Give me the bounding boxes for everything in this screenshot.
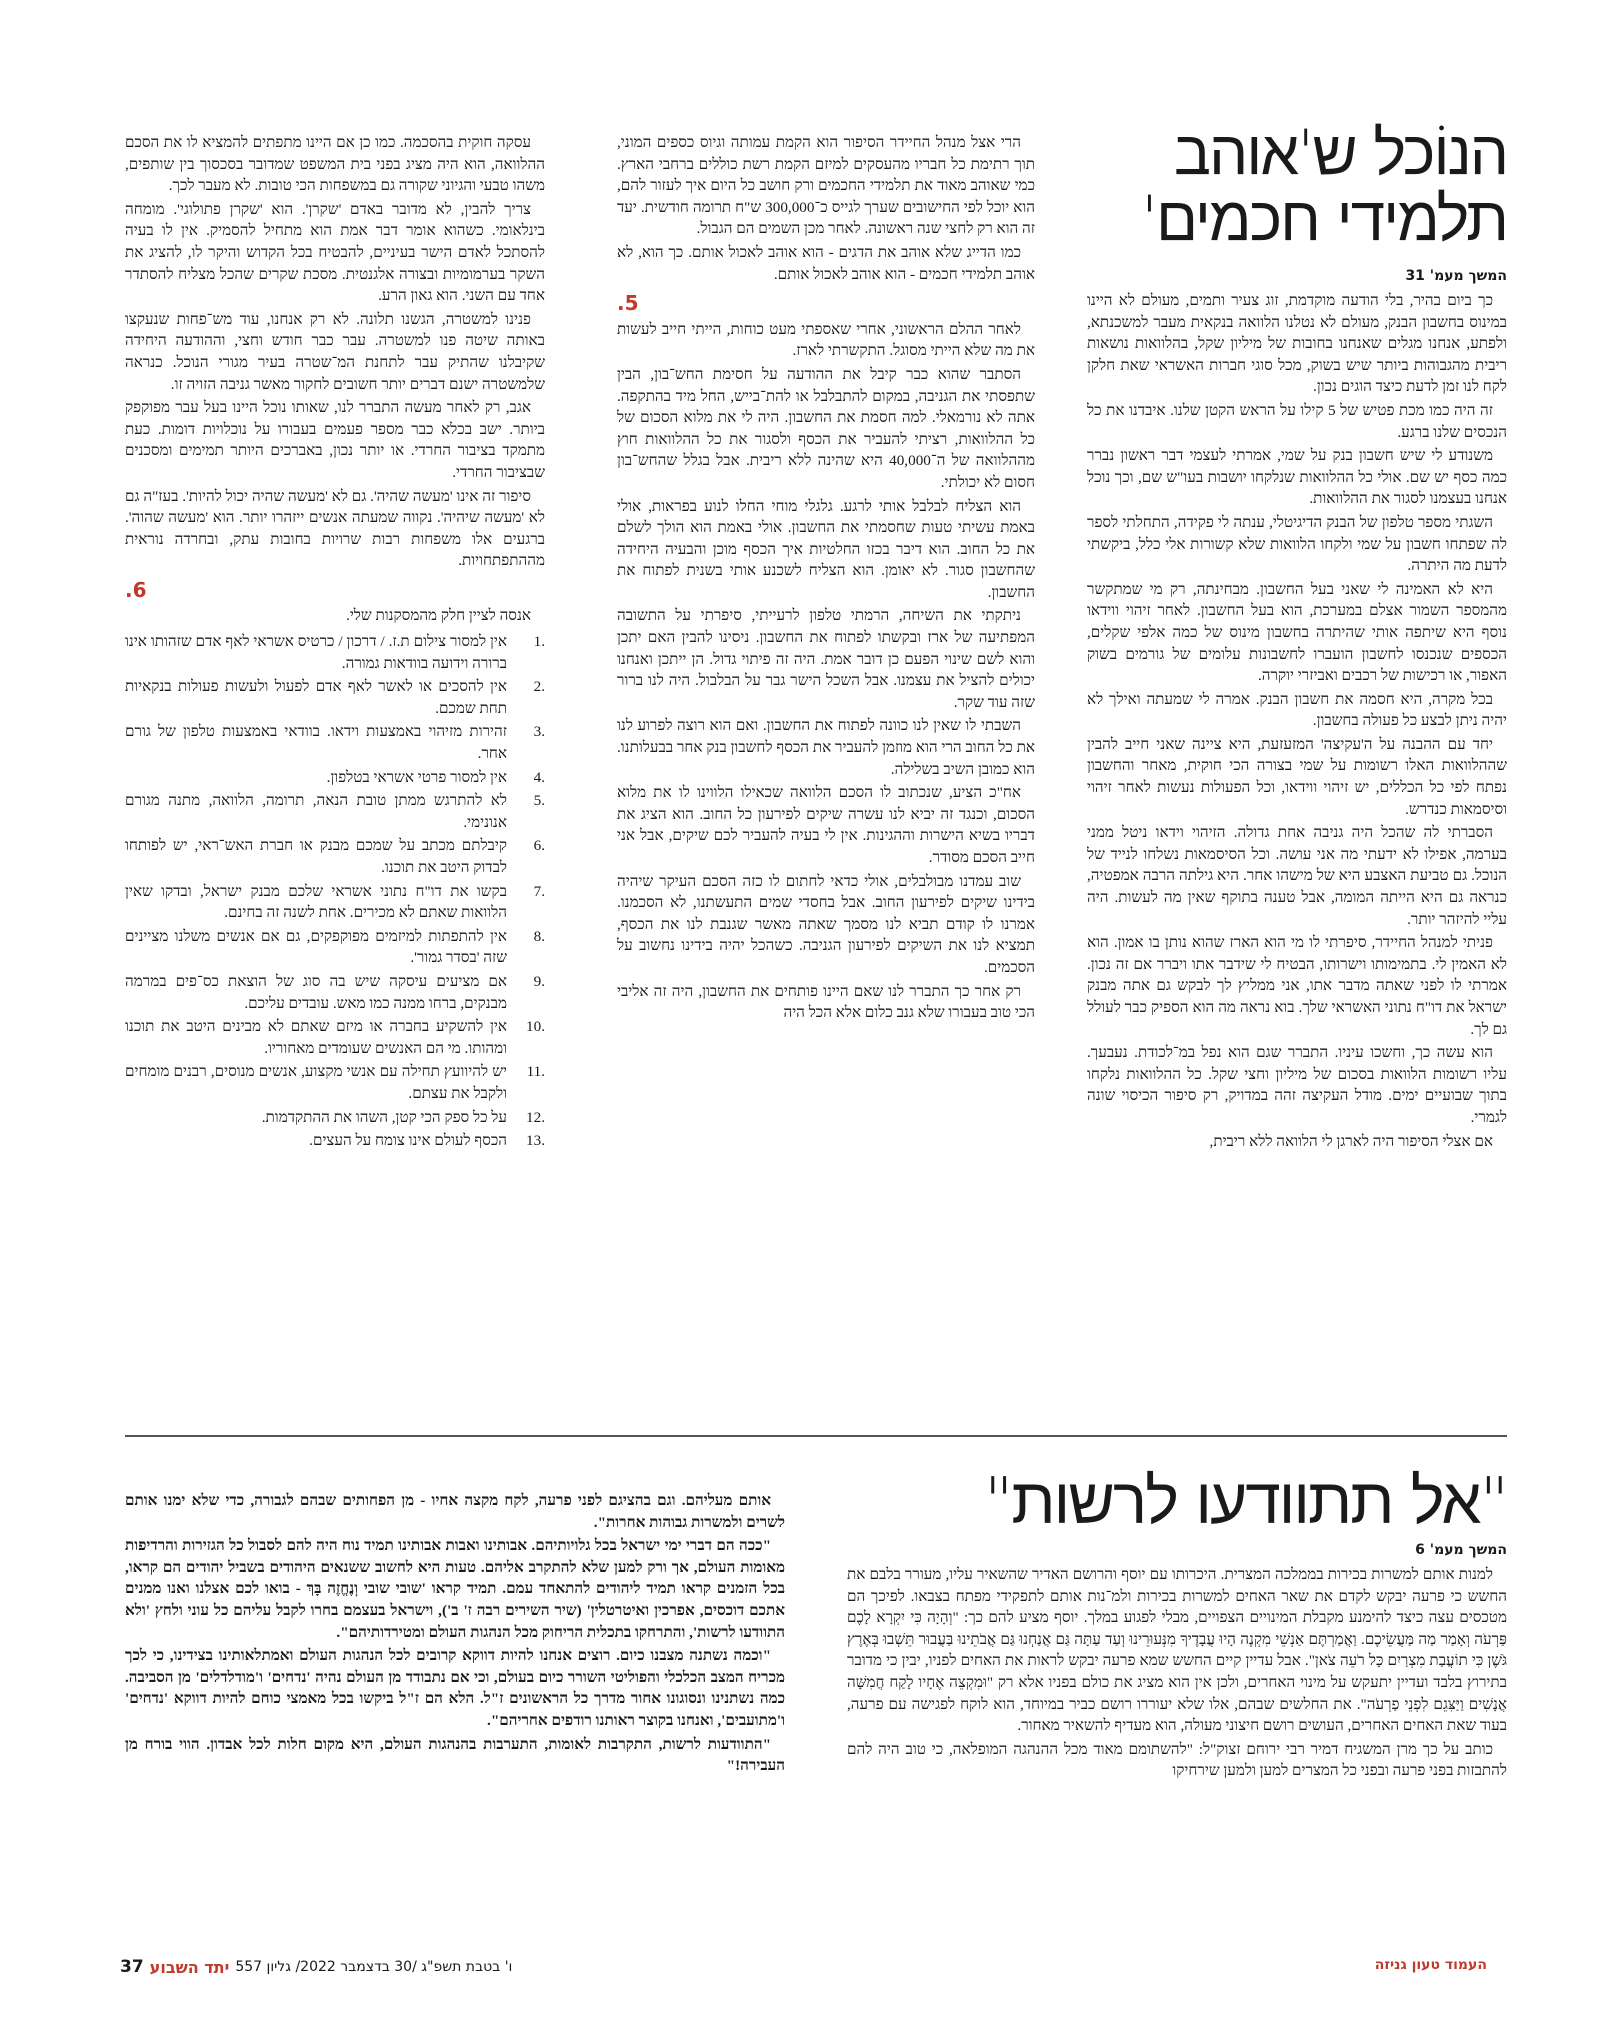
- paragraph: צריך להבין, לא מדובר באדם 'שקרן'. הוא 'שקרן פתולוגי'. מומחה בינלאומי. כשהוא אומר דבר אמת הוא מתחיל להסמיק. אין לו בעיה להסתכל לאדם הישר בעיניים, להבטיח בכל הקדוש והיקר לו, להציג את השקר בערמומיות ובצורה אלגנטית. מסכת שקרים שהכל מצליח להסתדר אחד עם השני. הוא גאון הרע.: [125, 200, 545, 305]
- list-item: [125, 1107, 545, 1129]
- paragraph: כך ביום בהיר, בלי הודעה מוקדמת, זוג צעיר ותמים, מעולם לא היינו במינוס בחשבון הבנק, מעולם לא נטלנו הלוואה בנקאית מעבר למשכנתא, ולפתע, אנחנו מגלים שאנחנו בחובות של מיליון שקל, בהלוואות נושאות ריבית מהגבוהות ביותר שיש בשוק, מכל סוגי חברות האשראי שאת חלקן לקח לנו זמן לדעת כיצד הוגים נכון.: [1087, 292, 1507, 396]
- page-number: 37: [120, 1957, 144, 1977]
- list-item: [125, 971, 545, 1014]
- list-item-number: .9: [533, 972, 545, 990]
- article2-column-left: [125, 1490, 785, 1930]
- list-item: [125, 881, 545, 924]
- article1-column-right: [1087, 290, 1507, 1398]
- article1-column-left: [125, 132, 545, 1398]
- article1-title-line2: תלמידי חכמים': [1141, 182, 1507, 255]
- footer-note: העמוד טעון גניזה: [1374, 1957, 1487, 1973]
- section-number: 6.: [125, 577, 147, 602]
- list-item-number: .4: [533, 768, 545, 786]
- list-item: [125, 1016, 545, 1059]
- paragraph: לאחר ההלם הראשוני, אחרי שאספתי מעט כוחות, הייתי חייב לעשות את מה שלא הייתי מסוגל. התקשרתי לארז.: [617, 320, 1035, 360]
- paragraph: כותב על כך מרן המשגיח דמיר רבי ירוחם זצוק"ל: "להשתומם מאוד מכל ההנהגה המופלאה, כי טוב היה להם להתבזות בפני פרעה ובפני כל המצרים למען ולמען שירחיקו: [847, 1740, 1507, 1780]
- list-item-text: הכסף לעולם אינו צומח על העצים.: [309, 1132, 507, 1150]
- list-item-text: אם מציעים עיסקה שיש בה סוג של הוצאת כס־פים במרמה מבנקים, ברחו ממנה כמו מאש. עובדים עליכם.: [125, 972, 507, 1012]
- paragraph: עסקה חוקית בהסכמה. כמו כן אם היינו מתפתים להמציא לו את הסכם ההלוואה, הוא היה מציג בפני בית המשפט שמדובר בסכסוך בין שותפים, משהו טבעי והגיוני שקורה גם במשפחות הכי טובות. לא מעבר לכך.: [125, 134, 545, 195]
- paragraph: פניתי למנהל החיידר, סיפרתי לו מי הוא הארז שהוא נותן בו אמון. הוא לא האמין לי. בתמימותו וישרותו, הבטיח לי שידבר אתו ויברר אם זה נכון. אמרתי לו לפני שאתה מדבר אתו, אני ממליץ לך לבקש גם אתה מבנק ישראל את דו"ח נתוני האשראי שלך. בוא נראה מה הוא הספיק כבר לעולל גם לך.: [1087, 934, 1507, 1038]
- list-item-number: .13: [526, 1132, 545, 1150]
- list-item-text: זהירות מזיהוי באמצעות וידאו. בוודאי באמצעות טלפון של גורם אחר.: [125, 723, 507, 763]
- paragraph: הסתבר שהוא כבר קיבל את ההודעה על חסימת החש־בון, הבין שתפסתי את הגניבה, במקום להתבלבל או להת־בייש, החל מיד בהתקפה. אתה לא נורמאלי. למה חסמת את החשבון. היה לי את מלוא הסכום של כל ההלוואות, רציתי להעביר את הכסף ולסגור את כל ההלוואות חוץ מההלוואה של ה־40,000 היא שהינה ללא ריבית. אבל בגלל שהחש־בון חסום לא יכולתי.: [617, 365, 1035, 491]
- paragraph: אותם מעליהם. וגם בהציגם לפני פרעה, לקח מקצה אחיו - מן הפחותים שבהם לגבורה, כדי שלא ימנו אותם לשרים ולמשרות גבוהות אחרות".: [125, 1492, 785, 1531]
- brand-logo: יתד השבוע: [149, 1957, 230, 1977]
- list-item-number: .2: [533, 678, 545, 696]
- list-item-number: .8: [533, 927, 545, 945]
- article1-byline: המשך מעמ' 31: [1405, 268, 1507, 284]
- list-item-number: .10: [526, 1018, 545, 1036]
- list-item: [125, 721, 545, 764]
- article1-title: [1087, 116, 1507, 255]
- article1-column-middle: [617, 132, 1035, 1398]
- paragraph: הוא הצליח לבלבל אותי לרגע. גלגלי מוחי החלו לנוע בפראות, אולי באמת עשיתי טעות שחסמתי את החשבון. אולי באמת הוא הולך לשלם את כל החוב. הוא דיבר בכזו החלטיות איך הכסף מוכן והבעיה היחידה שהחשבון סגור. לא יאומן. הוא הצליח לשכנע אותי בשנית לפתוח את החשבון.: [617, 497, 1035, 601]
- list-item-text: יש להיוועץ תחילה עם אנשי מקצוע, אנשים מנוסים, רבנים מומחים ולקבל את עצתם.: [125, 1063, 507, 1102]
- paragraph: אם אצלי הסיפור היה לארגן לי הלוואה ללא ריבית,: [1209, 1132, 1493, 1150]
- paragraph: משנודע לי שיש חשבון בנק על שמי, אמרתי לעצמי דבר ראשון נברר כמה כסף יש שם. אולי כל ההלוואות שנלקחו יושבות בעו"ש שם, וכך נוכל אנחנו בעצמנו לסגור את ההלוואות.: [1087, 447, 1507, 508]
- paragraph: שוב עמדנו מבולבלים, אולי כדאי לחתום לו כזה הסכם העיקר שיהיה בידינו שיקים לפירעון החוב. אבל בחסדי שמים התעשתנו, לא הסכמנו. אמרנו לו קודם תביא לנו מסמך שאתה מאשר שגנבת לנו את הכסף, תמציא לנו את השיקים לפירעון הגניבה. כשהכל יהיה בידינו נחשוב על הסכמים.: [617, 872, 1035, 976]
- article2-title: "אל תתוודעו לרשות": [983, 1465, 1507, 1539]
- paragraph: "וכמה נשתנה מצבנו כיום. רוצים אנחנו להיות דווקא קרובים לכל הנהגות העולם ואמתלאותינו בצידינו, כי לכך מכריח המצב הכלכלי והפוליטי השורר כיום בעולם, וכי אם נתבודד מן העולם נהיה 'נדחים' ו'מודלדלים' מן הסביבה. כמה נשתנינו ונסוגונו אחור מדרך כל הראשונים ז"ל. הלא הם ז"ל ביקשו בכל מאמצי כוחם להיות דווקא 'נדחים' ו'מתועבים', ואנחנו בקוצר ראותנו רודפים אחריהם".: [125, 1647, 785, 1729]
- paragraph: יחד עם ההבנה על ה'עקיצה' המזעזעת, היא ציינה שאני חייב להבין שההלוואות האלו רשומות על שמי בצורה הכי חוקית, מאחר והחשבון נפתח לפי כל הכללים, יש זיהוי ווידאו, וכל הפעולות נעשות לאחר זיהוי וסיסמאות כנדרש.: [1087, 735, 1507, 818]
- paragraph: רק אחר כך התברר לנו שאם היינו פותחים את החשבון, היה זה אליבי הכי טוב בעבורו שלא גנב כלום אלא הכל היה: [617, 982, 1035, 1022]
- list-item: [125, 631, 545, 674]
- article2-byline: המשך מעמ' 6: [1415, 1542, 1507, 1558]
- paragraph: אח"כ הציע, שנכתוב לו הסכם הלוואה שכאילו הלווינו לו את מלוא הסכום, וכנגד זה יביא לנו עשרה שיקים לפירעון כל החוב. הוא הציג את דבריו בשיא הישרות וההגינות. אין לי בעיה להעביר לכם שיקים, אבל אני חייב הסכם מסודר.: [617, 784, 1035, 866]
- paragraph: הרי אצל מנהל החיידר הסיפור הוא הקמת עמותה וגיוס כספים המוני, תוך רתימת כל חבריו מהעסקים למיזם הקמת רשת כוללים ברחבי הארץ. כמי שאוהב מאוד את תלמידי החכמים ורק חושב כל היום איך לעזור להם, הוא יוכל לפי החישובים שערך לגייס כ־300,000 ש"ח תרומה חודשית. יעד זה הוא רק לחצי שנה ראשונה. לאחר מכן השמים הם הגבול.: [617, 134, 1035, 238]
- list-item-text: אין למסור צילום ת.ז. / דרכון / כרטיס אשראי לאף אדם שזהותו אינו ברורה וידועה בוודאות גמורה.: [125, 633, 507, 672]
- list-item-number: .5: [533, 792, 545, 810]
- paragraph: אגב, רק לאחר מעשה התברר לנו, שאותו נוכל היינו בעל עבר מפוקפק ביותר. ישב בכלא כבר מספר פעמים בעבורו על נוכלויות דומות. כעת מתמקד בציבור החרדי. או יותר נכון, באברכים היותר תמימים ומסכנים שבציבור החרדי.: [125, 399, 545, 481]
- paragraph: ניתקתי את השיחה, הרמתי טלפון לרעייתי, סיפרתי על התשובה המפתיעה של ארז ובקשתו לפתוח את החשבון. ניסינו להבין האם יתכן והוא לשם שינוי הפעם כן דובר אמת. היה זה פיתוי גדול. הן ייתכן ואנחנו יכולים להציל את עצמנו. אבל השכל הישר גבר על הבלבול. היה לנו ברור שזה עוד שקר.: [617, 607, 1035, 711]
- list-item-number: .3: [533, 723, 545, 741]
- article2-column-right: [847, 1564, 1507, 1930]
- paragraph: "ככה הם דברי ימי ישראל בכל גלויותיהם. אבותינו ואבות אבותינו תמיד נוח היה להם לסבול כל הגזירות והרדיפות מאומות העולם, אך ורק למען שלא להתקרב אליהם. טעות היא לחשוב ששנאים היהודים בשביל יהודים הם קראו, בכל הזמנים קראו תמיד ליהודים להתאחד עמם. תמיד קראו 'שובי שובי וְנֶחֱזֶה בָּךְ - בואו לכם אצלנו ואנו ממנים אתכם דוכסים, אפרכין ואיטרטלין' (שיר השירים רבה ז' ב'), וישראל בעצמם בחרו לקבל עליהם כל עוני ולחץ 'ולא התוודעו לרשות', והתרחקו בתכלית הריחוק מכל הנהגות העולם ומטירדותיהם".: [125, 1537, 785, 1641]
- list-item-number: .7: [533, 882, 545, 900]
- list-item: [125, 1061, 545, 1104]
- list-item-text: אין למסור פרטי אשראי בטלפון.: [326, 768, 507, 786]
- paragraph: הוא עשה כך, וחשכו עיניו. התברר שגם הוא נפל במ־לכודת. נעבעך. עליו רשומות הלוואות בסכום של מיליון וחצי שקל. כל ההלוואות נלקחו בתוך שבועיים ימים. מודל העקיצה זהה במדויק, רק סיפור הכיסוי שונה לגמרי.: [1087, 1044, 1507, 1126]
- list-item-text: קיבלתם מכתב על שמכם מבנק או חברת האש־ראי, יש לפותחו לבדוק היטב את תוכנו.: [125, 837, 507, 876]
- paragraph: כמו הדייג שלא אוהב את הדגים - הוא אוהב לאכול אותם. כך הוא, לא אוהב תלמידי חכמים - הוא אוהב לאכול אותם.: [617, 243, 1035, 283]
- list-item-text: לא להתרגש ממתן טובת הנאה, תרומה, הלוואה, מתנה מגורם אנונימי.: [125, 792, 507, 831]
- paragraph: למנות אותם למשרות בכירות בממלכה המצרית. היכרותו עם יוסף והרושם האדיר שהשאיר עליו, מעורר בלבם את החשש כי פרעה יבקש לקדם את שאר האחים למשרות בכירות ולמ־נות אותם לתפקידי מפתח בצבאו. לפיכך הם מטכסים עצה כיצד להימנע מקבלת המינויים הצפויים, מבלי לפגוע במלך. יוסף מציע להם כך: "וְהָיָה כִּי יִקְרָא לָכֶם פַּרְעֹה וְאָמַר מַה מַּעֲשֵׂיכֶם. וַאֲמַרְתֶּם אַנְשֵׁי מִקְנֶה הָיוּ עֲבָדֶיךָ מִנְּעוּרֵינוּ וְעַד עַתָּה גַּם אֲנַחְנוּ גַּם אֲבֹתֵינוּ בַּעֲבוּר תֵּשְׁבוּ בְּאֶרֶץ גֹּשֶׁן כִּי תוֹעֲבַת מִצְרַיִם כָּל רֹעֵה צֹאן". אבל עדיין קיים החשש שמא פרעה יבקש לראות את האחים לפניו, יבין כי מדובר בתירוץ בלבד ועדיין יתעקש על מינוי האחרים, ולכן אין הוא מציג את כולם בפניו אלא רק "וּמִקְצֵה אֶחָיו לָקַח חֲמִשָּׁה אֲנָשִׁים וַיַּצִּגֵם לִפְנֵי פַרְעֹה". את החלשים שבהם, אלו שלא יעוררו רושם כביר במיוחד, הוא לוקח לפגישה עם פרעה, בעוד שאת האחים האחרים, העושים רושם חיצוני מעולה, הוא מעדיף להשאיר מאחור.: [847, 1566, 1507, 1735]
- list-item: [125, 926, 545, 969]
- paragraph: היא לא האמינה לי שאני בעל החשבון. מבחינתה, רק מי שמתקשר מהמספר השמור אצלם במערכת, הוא בעל החשבון. לאחר זיהוי ווידאו נוסף היא שיתפה אותי שהיתרה בחשבון מינוס של כמה אלפי שקלים, הכספים שנכנסו לחשבון הועברו לחשבונות עלומים של גורמים בשוק האפור, או רכישות של רכבים ואביזרי יוקרה.: [1087, 580, 1507, 685]
- list-item-number: .1: [533, 633, 545, 651]
- list-item: [125, 790, 545, 833]
- paragraph: פנינו למשטרה, הגשנו תלונה. לא רק אנחנו, עוד מש־פחות שנעקצו באותה שיטה פנו למשטרה. עבר כבר חודש וחצי, וההודעה היחידה שקיבלנו שהתיק עבר לתחנת המ־שטרה בעיר מגורי הנוכל. כנראה שלמשטרה ישנם דברים יותר חשובים לחקור מאשר גניבה הזויה זו.: [125, 310, 545, 393]
- list-item-number: .12: [526, 1108, 545, 1126]
- list-item: [125, 1130, 545, 1152]
- section-divider: [125, 1435, 1507, 1437]
- list-item-text: על כל ספק הכי קטן, השהו את ההתקדמות.: [261, 1108, 507, 1126]
- list-item: [125, 676, 545, 719]
- list-item: [125, 835, 545, 878]
- paragraph: הסברתי לה שהכל היה גניבה אחת גדולה. הזיהוי וידאו ניטל ממני בערמה, אפילו לא ידעתי מה אני עושה. וכל הסיסמאות נשלחו לנייד של הנוכל. גם טביעת האצבע היא של מישהו אחר. היא גילתה הרבה אמפטיה, כנראה גם היא הייתה המומה, אבל טענה בתוקף שאין מה לעשות. היה עליי להיזהר יותר.: [1087, 824, 1507, 928]
- list-item-text: אין להסכים או לאשר לאף אדם לפעול ולעשות פעולות בנקאיות תחת שמכם.: [125, 678, 507, 717]
- list-item-number: .6: [533, 837, 545, 855]
- section-number: 5.: [617, 291, 639, 316]
- conclusions-list: [125, 631, 545, 1152]
- list-intro: אנסה לציין חלק מהמסקנות שלי.: [346, 607, 531, 625]
- paragraph: בכל מקרה, היא חסמה את חשבון הבנק. אמרה לי שמעתה ואילך לא יהיה ניתן לבצע כל פעולה בחשבון.: [1087, 690, 1507, 730]
- paragraph: השבתי לו שאין לנו כוונה לפתוח את החשבון. ואם הוא רוצה לפרוע לנו את כל החוב הרי הוא מוזמן להעביר את הכסף לחשבון בנק אחר בבעלותנו. הוא כמובן השיב בשלילה.: [617, 717, 1035, 778]
- list-item: [125, 767, 545, 789]
- issue-info: ו' בטבת תשפ"ג /30 בדצמבר 2022/ גליון 557: [235, 1959, 513, 1975]
- paragraph: זה היה כמו מכת פטיש של 5 קילו על הראש הקטן שלנו. איבדנו את כל הנכסים שלנו ברגע.: [1087, 401, 1507, 441]
- list-item-text: בקשו את דו"ח נתוני אשראי שלכם מבנק ישראל, ובדקו שאין הלוואות שאתם לא מכירים. אחת לשנה זה בחינם.: [125, 882, 507, 922]
- paragraph: "התוודעות לרשות, התקרבות לאומות, התערבות בהנהגות העולם, היא מקום חלות לכל אבדון. הווי בורח מן העבירה!": [125, 1735, 785, 1775]
- article1-title-line1: הנוֹכל ש'אוהב: [1173, 116, 1507, 189]
- footer-info: [120, 1957, 512, 1977]
- paragraph: השגתי מספר טלפון של הבנק הדיגיטלי, ענתה לי פקידה, התחלתי לספר לה שפתחו חשבון על שמי ולקחו הלוואות שלא קשורות אלי כלל, ביקשתי לדעת מה היתרה.: [1087, 513, 1507, 575]
- list-item-number: .11: [526, 1063, 545, 1081]
- list-item-text: אין להשקיע בחברה או מיזם שאתם לא מבינים היטב את תוכנו ומהותו. מי הם האנשים שעומדים מאחוריו.: [125, 1018, 507, 1057]
- paragraph: סיפור זה אינו 'מעשה שהיה'. גם לא 'מעשה שהיה יכול להיות'. בעז"ה גם לא 'מעשה שיהיה'. נקווה שמעתה אנשים ייזהרו יותר. הוא 'מעשה שהוה'. ברגעים אלו משפחות רבות שרויות בחובות עתק, ובחרדה נוראית מההתפתחויות.: [125, 487, 545, 570]
- list-item-text: אין להתפתות למיזמים מפוקפקים, גם אם אנשים משלנו מציינים שזה 'בסדר גמור'.: [125, 927, 507, 967]
